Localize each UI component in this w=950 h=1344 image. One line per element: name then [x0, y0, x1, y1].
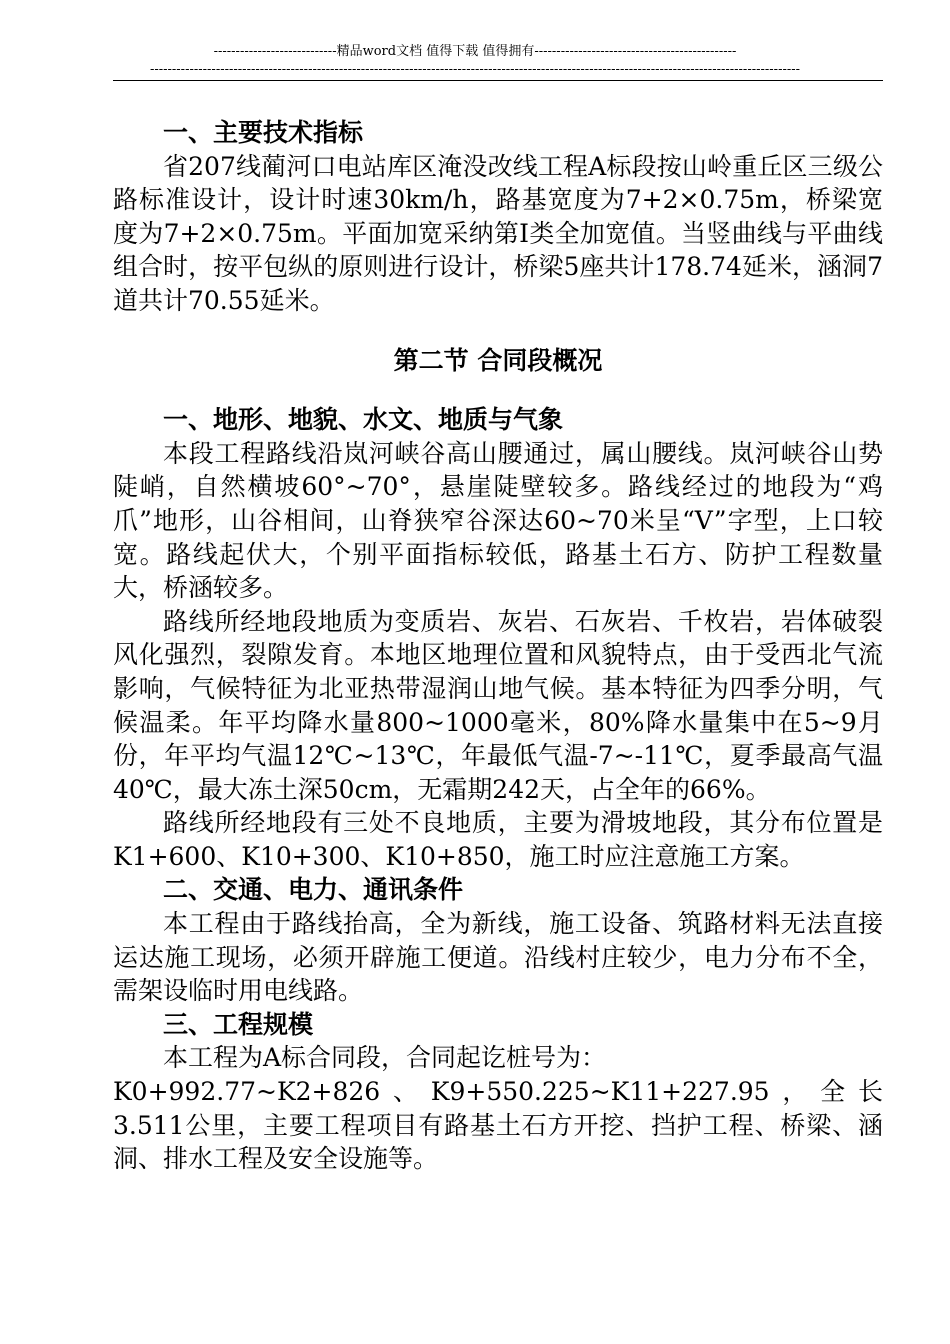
page-header-watermark: ----------------------------精品word文档 值得下载 值得拥有----------------------------------------------: [213, 44, 737, 59]
header-rule: [113, 80, 883, 81]
paragraph-terrain-2: 路线所经地段地质为变质岩、灰岩、石灰岩、千枚岩，岩体破裂风化强烈，裂隙发育。本地区地理位置和风貌特点，由于受西北气流影响，气候特征为北亚热带湿润山地气候。基本特征为四季分明，气候温柔。年平均降水量800~1000毫米，80%降水量集中在5~9月份，年平均气温12℃~13℃，年最低气温-7~-11℃，夏季最高气温40℃，最大冻土深50cm，无霜期242天，占全年的66%。: [113, 606, 883, 804]
heading-scale: 三、工程规模: [163, 1009, 314, 1039]
document-body: [113, 116, 883, 1176]
paragraph-scale-rest: K0+992.77~K2+826、K9+550.225~K11+227.95，全长3.511公里，主要工程项目有路基土石方开挖、挡护工程、桥梁、涵洞、排水工程及安全设施等。: [113, 1077, 883, 1174]
section-title: 第二节 合同段概况: [393, 345, 603, 375]
paragraph-scale-line1: 本工程为A标合同段，合同起讫桩号为：: [163, 1043, 607, 1073]
paragraph-terrain-3: 路线所经地段有三处不良地质，主要为滑坡地段，其分布位置是K1+600、K10+300、K10+850，施工时应注意施工方案。: [113, 808, 883, 871]
page-header-dashes: ----------------------------------------------------------------------------------------------------------------------------------------------------: [149, 62, 801, 77]
paragraph-terrain-1: 本段工程路线沿岚河峡谷高山腰通过，属山腰线。岚河峡谷山势陡峭，自然横坡60°~70°，悬崖陡壁较多。路线经过的地段为“鸡爪”地形，山谷相间，山脊狭窄谷深达60~70米呈“V”字型，上口较宽。路线起伏大，个别平面指标较低，路基土石方、防护工程数量大，桥涵较多。: [113, 438, 883, 603]
paragraph-traffic: 本工程由于路线抬高，全为新线，施工设备、筑路材料无法直接运达施工现场，必须开辟施工便道。沿线村庄较少，电力分布不全，需架设临时用电线路。: [113, 909, 883, 1006]
heading-tech-indicators: 一、主要技术指标: [163, 118, 364, 147]
heading-terrain: 一、地形、地貌、水文、地质与气象: [163, 405, 564, 435]
heading-traffic: 二、交通、电力、通讯条件: [163, 875, 464, 905]
paragraph-tech-indicators: 省207线蔺河口电站库区淹没改线工程A标段按山岭重丘区三级公路标准设计，设计时速30km/h，路基宽度为7+2×0.75m，桥梁宽度为7+2×0.75m。平面加宽采纳第I类全加宽值。当竖曲线与平曲线组合时，按平包纵的原则进行设计，桥梁5座共计178.74延米，涵洞7道共计70.55延米。: [113, 151, 883, 315]
